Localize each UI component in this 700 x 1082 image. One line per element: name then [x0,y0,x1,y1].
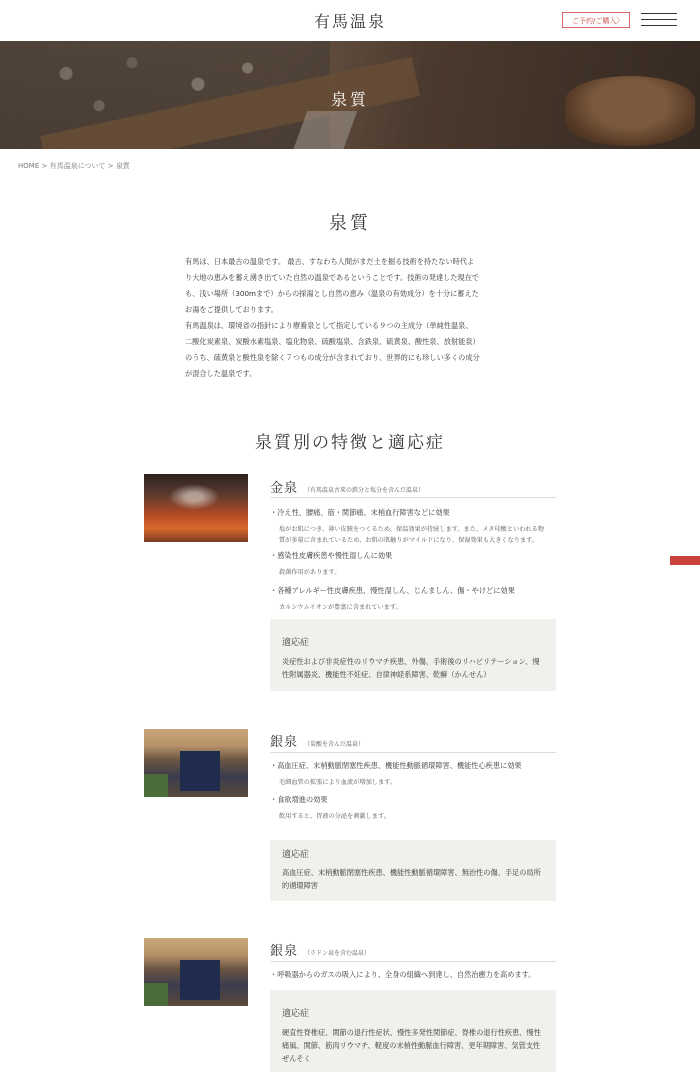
breadcrumb-home[interactable]: HOME [18,162,40,170]
reserve-label: ご予約/ご購入 [572,17,617,25]
spring-photo-kinsen [144,474,248,542]
spring-photo-ginsen [144,729,248,797]
indications-panel: 適応症 硬直性脊椎症、関節の退行性症状、慢性多発性関節症、脊椎の退行性疾患、慢性 痛風、関節、筋肉リウマチ、軽度の末梢性動脈血行障害、更年期障害、気管支性 ぜんそく [270,990,556,1072]
indications-label: 適応症 [282,1009,310,1019]
divider [270,497,556,498]
hero-title: 泉質 [330,90,369,109]
site-logo[interactable]: 有馬温泉 [313,12,386,31]
site-header [0,0,700,41]
spring-title: 銀泉 （ラドン泉を含む温泉） [270,944,371,959]
indications-panel: 適応症 炎症性および非炎症性のリウマチ疾患、外傷、手術後のリハビリテーション、慢 性附属器炎、機能性不妊症、自律神経系障害、乾癬（かんせん） [270,619,556,691]
spring-title: 金泉 （有馬温泉古来の鉄分と塩分を含んだ温泉） [270,481,425,496]
section-heading: 泉質別の特徴と適応症 [255,433,445,453]
spring-photo-radon [144,938,248,1006]
hamburger-menu-icon[interactable] [641,12,677,28]
effect-item: ・呼吸器からのガスの吸入により、全身の組織へ到達し、自然治癒力を高めます。 [270,970,536,979]
effect-item: ・高血圧症、末梢動脈閉塞性疾患、機能性動脈循環障害、機能性心疾患に効果 毛細血管の拡張により血流が増加します。 [270,761,522,786]
effect-item: ・感染性皮膚疾患や慢性湿しんに効果 殺菌作用があります。 [270,551,393,576]
breadcrumb-current: 泉質 [115,162,130,170]
hero-banner [0,41,700,149]
indications-panel: 適応症 高血圧症、末梢動脈閉塞性疾患、機能性動脈循環障害、無治性の傷、手足の局所 的循環障害 [270,840,556,901]
divider [270,961,556,962]
effect-item: ・各種アレルギー性皮膚疾患、慢性湿しん、じんましん、傷・やけどに効果 カルシウムイオンが豊富に含まれています。 [270,586,515,611]
page-title: 泉質 [329,213,371,234]
divider [270,752,556,753]
breadcrumb: HOME > 有馬温泉について > 泉質 [18,162,130,170]
indications-label: 適応症 [282,850,310,860]
intro-text: 有馬は、日本最古の温泉です。 最古、すなわち人間がまだ土を掘る技術を持たない時代よ り大地の恵みを蓄え湧き出ていた自然の温泉であるということです。技術の発達した現在で も、浅い場所（300mまで）からの採湯とし自然の恵み（温泉の有効成分）を十分に蓄えた お湯をご提供しております。 有馬温泉は、環境省の指針により療養泉として指定している９つの主成分（単純性温泉、 二酸化炭素泉、炭酸水素塩泉、塩化物泉、硫酸塩泉、含鉄泉、硫黄泉、酸性泉、放射能泉） のうち、硫黄泉と酸性泉を除く７つもの成分が含まれており、世界的にも珍しい多くの成分 が混合した温泉です。 [185,257,480,378]
breadcrumb-parent[interactable]: 有馬温泉について [49,162,106,170]
reserve-button[interactable] [562,12,630,28]
chevron-right-icon: 〉 [616,16,624,25]
spring-title: 銀泉 （炭酸を含んだ温泉） [270,735,365,750]
side-tab-button[interactable] [670,556,700,565]
effect-item: ・食欲増進の効果 飲用すると、胃液の分泌を刺激します。 [270,795,390,820]
indications-label: 適応症 [282,638,310,648]
effect-item: ・冷え性、腰痛、筋・関節痛、末梢血行障害などに効果 塩がお肌につき、薄い皮膜をつくるため、保温効果が持続します。また、メタ珪酸といわれる物 質が多量に含まれているため、お肌の肌触りがマイルドになり、保湿効果も大きくなります。 [270,508,544,544]
